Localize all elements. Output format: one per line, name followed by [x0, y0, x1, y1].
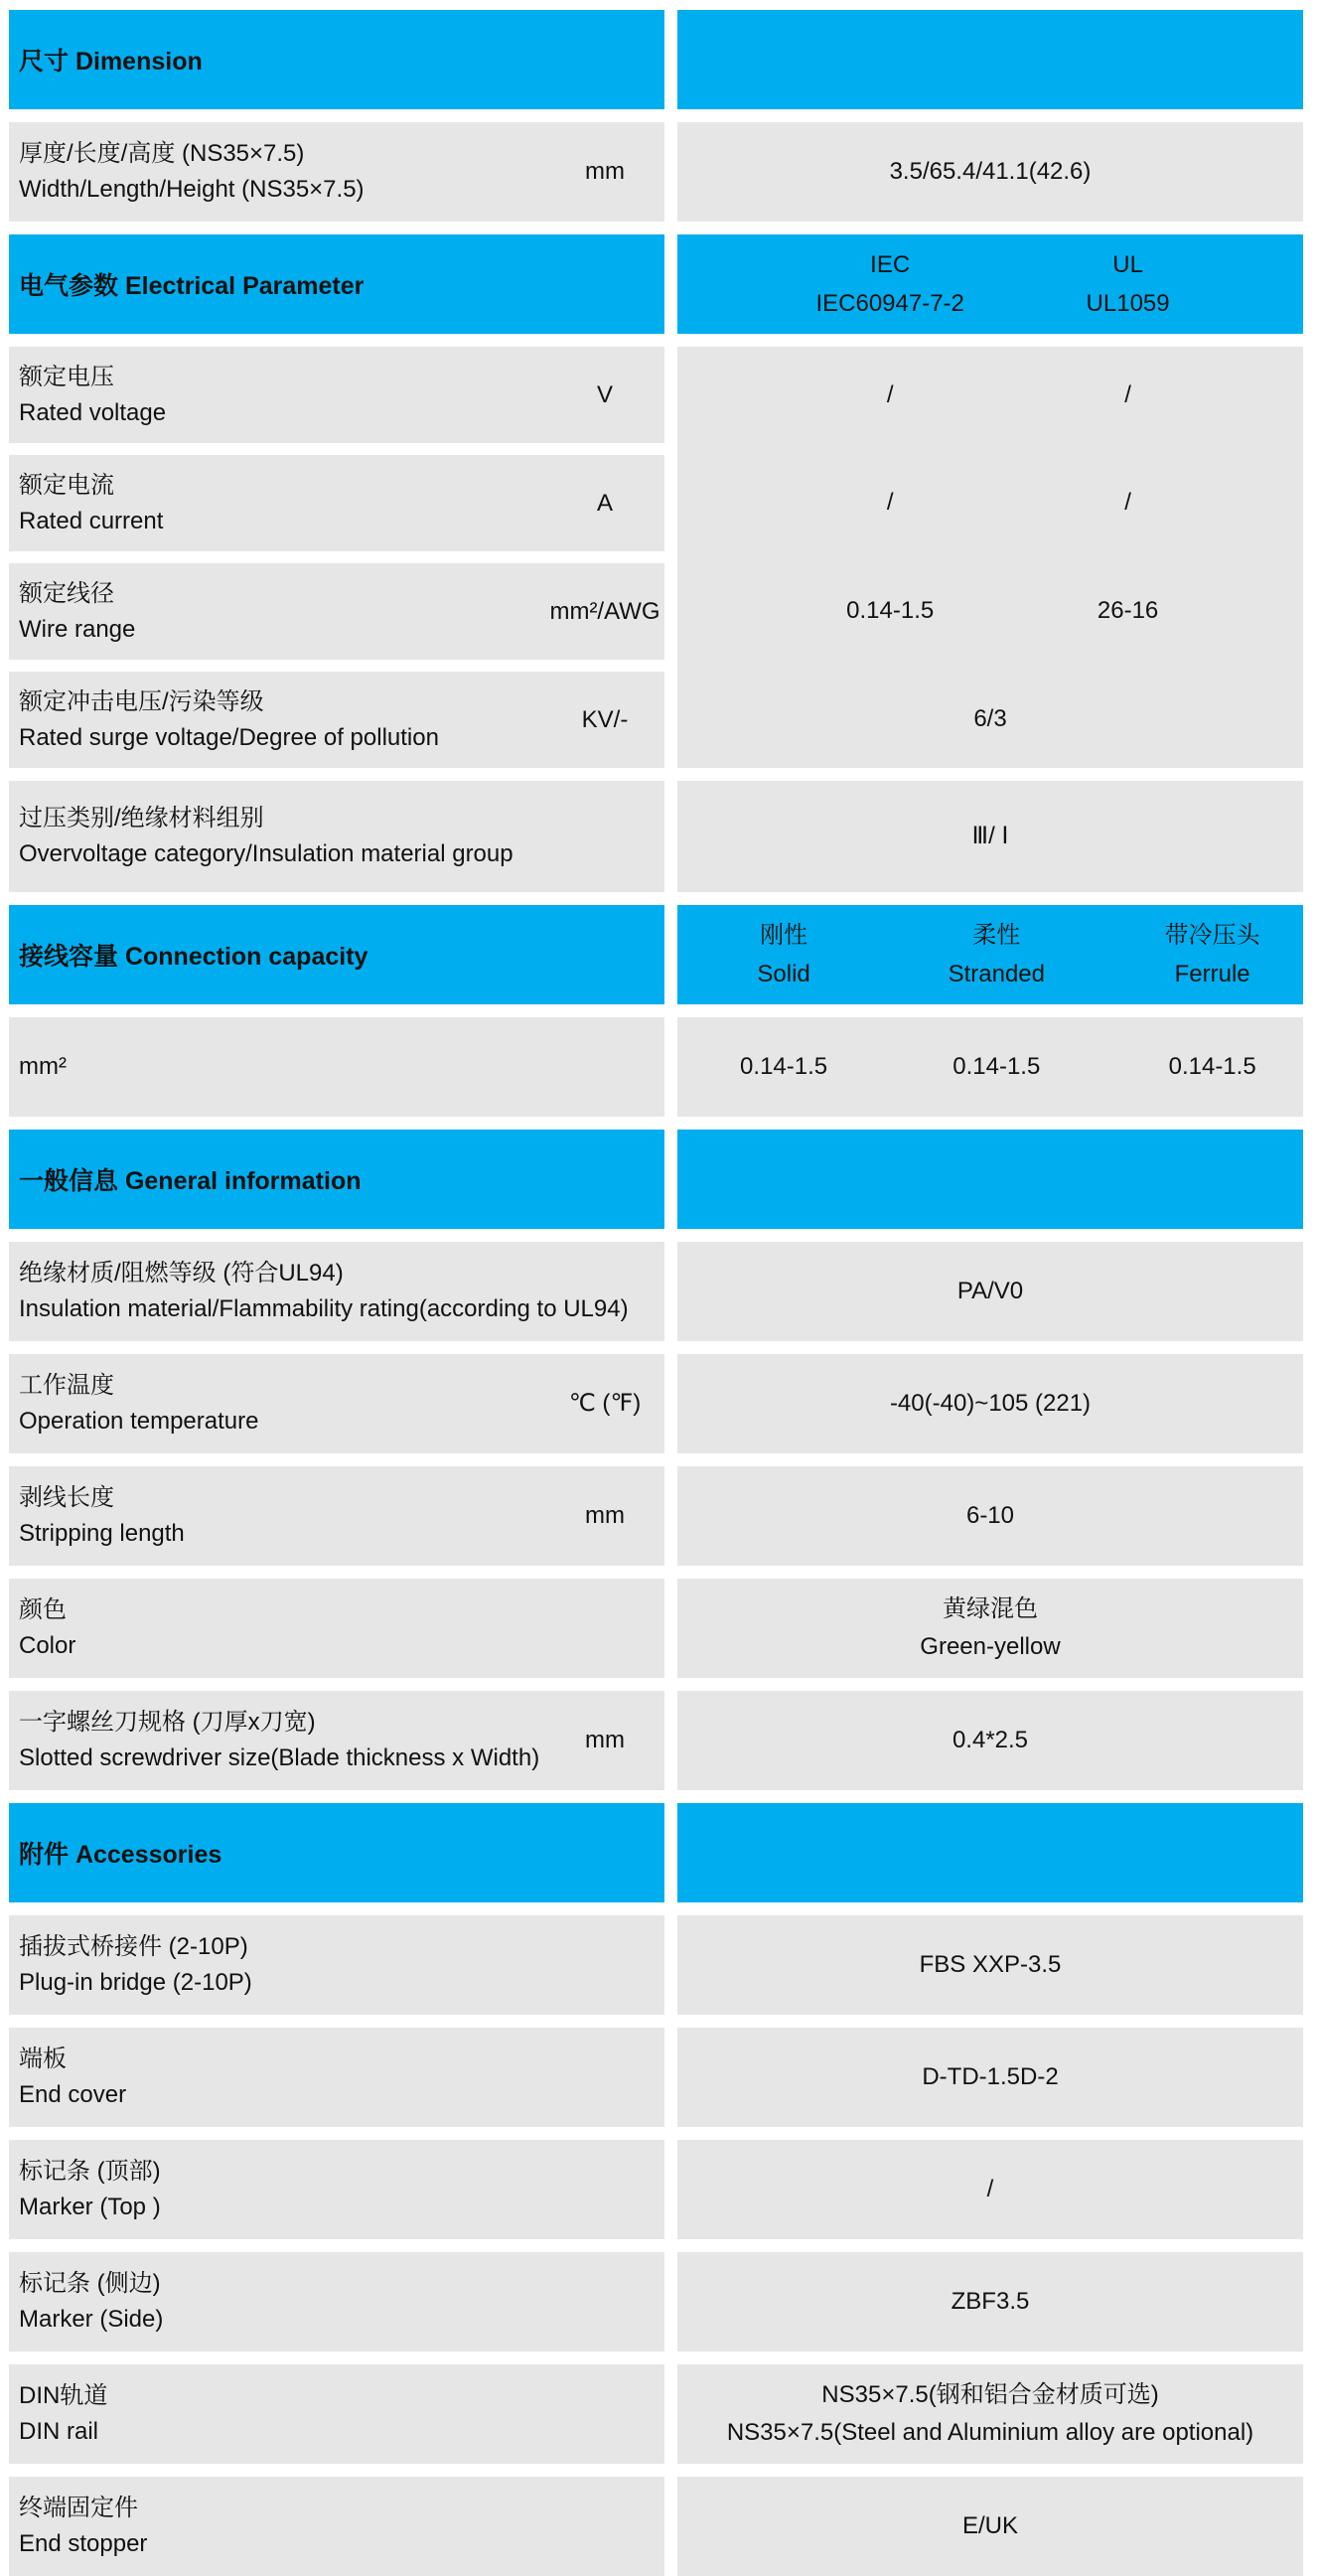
row-label	[9, 2491, 664, 2562]
row-plug-in-bridge	[9, 1915, 1303, 2015]
label-cell	[9, 1354, 664, 1453]
row-label	[9, 1480, 549, 1552]
row-label	[9, 2042, 664, 2113]
row-label	[9, 1929, 664, 2001]
row-label	[9, 1705, 549, 1776]
rated-voltage-ul-value: /	[1124, 381, 1131, 409]
value-cell	[677, 1017, 1303, 1117]
row-value: 3.5/65.4/41.1(42.6)	[889, 158, 1092, 185]
row-value: /	[986, 2176, 994, 2202]
value-cell	[677, 2364, 1303, 2464]
label-zh: 厚度/长度/高度 (NS35×7.5)	[19, 140, 305, 167]
section-header-dimension-cell	[9, 10, 664, 109]
label-en: Plug-in bridge (2-10P)	[19, 1969, 252, 1996]
column-header-ul-line2: UL1059	[1086, 290, 1170, 317]
electrical-group	[9, 347, 1303, 768]
label-zh: 额定电流	[19, 471, 114, 499]
label-cell	[9, 1242, 664, 1341]
rated-current-iec-value: /	[886, 488, 894, 516]
label-zh: 工作温度	[19, 1372, 114, 1399]
row-label	[9, 1592, 664, 1664]
wire-range-ul-value: 26-16	[1097, 596, 1159, 624]
label-en: Insulation material/Flammability rating(according to UL94)	[19, 1295, 629, 1322]
label-en: Rated voltage	[19, 398, 167, 426]
section-header-electrical	[9, 234, 1303, 334]
unit-cell: mm²/AWG	[549, 597, 660, 625]
rated-voltage-iec-value: /	[886, 381, 894, 409]
label-cell	[9, 2252, 664, 2351]
unit-cell: A	[596, 489, 613, 517]
label-en: Slotted screwdriver size(Blade thickness x Width)	[19, 1744, 540, 1771]
section-title: 一般信息 General information	[19, 1167, 362, 1195]
label-zh: 额定冲击电压/污染等级	[19, 687, 264, 715]
label-en: End stopper	[19, 2530, 148, 2557]
row-rated-current-label	[9, 455, 664, 551]
section-header-general-right-cell	[677, 1130, 1303, 1229]
row-label	[9, 1049, 664, 1085]
row-end-stopper	[9, 2477, 1303, 2576]
row-value: D-TD-1.5D-2	[922, 2063, 1059, 2090]
section-header-general	[9, 1130, 1303, 1229]
electrical-values-cell	[677, 347, 1303, 768]
label-en: Width/Length/Height (NS35×7.5)	[19, 176, 365, 203]
label-en: End cover	[19, 2081, 127, 2108]
value-cell	[677, 2252, 1303, 2351]
label-cell	[9, 1915, 664, 2015]
label-en: Stripping length	[19, 1520, 185, 1547]
row-value: -40(-40)~105 (221)	[889, 1390, 1092, 1417]
label-en: Operation temperature	[19, 1408, 259, 1435]
wire-range-iec-value: 0.14-1.5	[846, 596, 935, 624]
label-en: Color	[19, 1632, 76, 1659]
label-zh: 标记条 (侧边)	[19, 2270, 161, 2297]
label-zh: 颜色	[19, 1596, 67, 1623]
column-header-solid-line1: 刚性	[760, 922, 808, 949]
value-cell	[677, 2477, 1303, 2576]
value-line-zh: 黄绿混色	[942, 1595, 1038, 1622]
row-value: 0.4*2.5	[952, 1727, 1029, 1753]
value-line-en: NS35×7.5(Steel and Aluminium alloy are optional)	[726, 2419, 1254, 2446]
value-line-zh: NS35×7.5(钢和铝合金材质可选)	[821, 2381, 1159, 2408]
label-zh: 插拔式桥接件 (2-10P)	[19, 1933, 248, 1960]
row-label	[9, 2154, 664, 2225]
capacity-solid-value: 0.14-1.5	[740, 1053, 828, 1080]
unit-cell: ℃ (℉)	[568, 1390, 642, 1417]
row-value	[920, 1591, 1060, 1666]
label-cell	[9, 2140, 664, 2239]
label-cell	[9, 1691, 664, 1790]
column-header-ferrule-line2: Ferrule	[1174, 961, 1250, 987]
label-zh: 过压类别/绝缘材料组别	[19, 805, 264, 832]
row-temperature	[9, 1354, 1303, 1453]
label-cell	[9, 1579, 664, 1678]
label-zh: 终端固定件	[19, 2495, 138, 2521]
row-end-cover	[9, 2028, 1303, 2127]
row-din-rail	[9, 2364, 1303, 2464]
column-header-stranded-line1: 柔性	[972, 922, 1021, 949]
label-zh: 端板	[19, 2046, 67, 2072]
row-dimension	[9, 122, 1303, 222]
row-value: 6-10	[965, 1502, 1015, 1529]
row-value: ZBF3.5	[951, 2288, 1030, 2315]
section-header-electrical-cell	[9, 234, 664, 334]
value-cell	[677, 1915, 1303, 2015]
row-label	[9, 360, 549, 431]
column-header-solid	[757, 916, 809, 993]
column-header-ferrule-line1: 带冷压头	[1164, 922, 1260, 949]
row-label	[9, 684, 549, 756]
value-cell	[677, 2028, 1303, 2127]
row-marker-side	[9, 2252, 1303, 2351]
value-cell	[677, 1242, 1303, 1341]
row-value	[727, 2376, 1253, 2452]
row-wire-range-label	[9, 563, 664, 660]
row-value: PA/V0	[956, 1278, 1024, 1304]
row-stripping	[9, 1466, 1303, 1566]
section-header-dimension-right-cell	[677, 10, 1303, 109]
row-label	[9, 2378, 664, 2450]
label-cell	[9, 122, 664, 222]
value-cell	[677, 1691, 1303, 1790]
section-title: 接线容量 Connection capacity	[19, 943, 368, 971]
row-value: E/UK	[961, 2512, 1018, 2539]
label-en: Rated current	[19, 507, 164, 534]
section-title: 尺寸 Dimension	[19, 48, 203, 76]
label-zh: 剥线长度	[19, 1484, 114, 1511]
value-cell	[677, 1354, 1303, 1453]
label-zh: mm²	[19, 1053, 67, 1080]
label-cell	[9, 1466, 664, 1566]
section-header-dimension	[9, 10, 1303, 109]
row-label	[9, 1256, 664, 1327]
column-header-iec-line2: IEC60947-7-2	[815, 290, 964, 317]
column-header-iec-line1: IEC	[870, 251, 911, 278]
label-en: Rated surge voltage/Degree of pollution	[19, 723, 439, 751]
unit-cell: KV/-	[581, 705, 629, 733]
label-zh: 一字螺丝刀规格 (刀厚x刀宽)	[19, 1709, 316, 1736]
section-header-connection-cell	[9, 905, 664, 1004]
row-overvoltage	[9, 781, 1303, 892]
surge-value: 6/3	[973, 704, 1007, 732]
capacity-stranded-value: 0.14-1.5	[952, 1053, 1041, 1080]
section-header-connection-right-cell	[677, 905, 1303, 1004]
row-surge-label	[9, 672, 664, 768]
rated-current-ul-value: /	[1124, 488, 1131, 516]
unit-cell: mm	[585, 1727, 625, 1753]
section-title: 电气参数 Electrical Parameter	[19, 272, 365, 300]
section-header-accessories-right-cell	[677, 1803, 1303, 1902]
column-header-solid-line2: Solid	[757, 961, 810, 987]
section-header-accessories	[9, 1803, 1303, 1902]
column-header-iec	[815, 245, 963, 323]
label-en: DIN rail	[19, 2418, 99, 2445]
row-value: FBS XXP-3.5	[919, 1951, 1062, 1978]
value-line-en: Green-yellow	[920, 1633, 1061, 1660]
electrical-labels	[9, 347, 664, 768]
column-header-ferrule	[1165, 916, 1260, 993]
label-en: Marker (Side)	[19, 2306, 164, 2333]
section-header-connection	[9, 905, 1303, 1004]
column-header-ul-line1: UL	[1112, 251, 1143, 278]
unit-cell: V	[596, 380, 613, 408]
capacity-ferrule-value: 0.14-1.5	[1168, 1053, 1256, 1080]
row-marker-top	[9, 2140, 1303, 2239]
label-zh: 标记条 (顶部)	[19, 2158, 161, 2185]
unit-cell: mm	[585, 158, 625, 185]
row-label	[9, 576, 549, 648]
row-label	[9, 136, 549, 208]
row-color	[9, 1579, 1303, 1678]
column-header-stranded-line2: Stranded	[948, 961, 1045, 987]
label-cell	[9, 2477, 664, 2576]
row-value: Ⅲ/ Ⅰ	[971, 823, 1009, 849]
label-cell	[9, 1017, 664, 1117]
row-label	[9, 801, 664, 872]
row-rated-voltage-label	[9, 347, 664, 443]
label-cell	[9, 2364, 664, 2464]
row-label	[9, 2266, 664, 2338]
row-label	[9, 1368, 549, 1440]
row-label	[9, 468, 549, 539]
section-header-general-cell	[9, 1130, 664, 1229]
value-cell	[677, 2140, 1303, 2239]
label-zh: 额定电压	[19, 363, 114, 390]
row-capacity	[9, 1017, 1303, 1117]
row-insulation	[9, 1242, 1303, 1341]
unit-cell: mm	[585, 1502, 625, 1529]
section-title: 附件 Accessories	[19, 1841, 222, 1869]
row-screwdriver	[9, 1691, 1303, 1790]
value-cell	[677, 1466, 1303, 1566]
section-header-electrical-right-cell	[677, 234, 1303, 334]
label-en: Wire range	[19, 615, 136, 643]
value-cell	[677, 1579, 1303, 1678]
label-zh: 额定线径	[19, 579, 114, 607]
label-en: Marker (Top )	[19, 2194, 161, 2220]
label-cell	[9, 2028, 664, 2127]
label-zh: DIN轨道	[19, 2382, 108, 2409]
column-header-ul	[1087, 245, 1170, 323]
column-header-stranded	[949, 916, 1045, 993]
value-cell	[677, 781, 1303, 892]
label-cell	[9, 781, 664, 892]
label-zh: 绝缘材质/阻燃等级 (符合UL94)	[19, 1260, 344, 1287]
label-en: Overvoltage category/Insulation material group	[19, 840, 513, 867]
section-header-accessories-cell	[9, 1803, 664, 1902]
value-cell	[677, 122, 1303, 222]
